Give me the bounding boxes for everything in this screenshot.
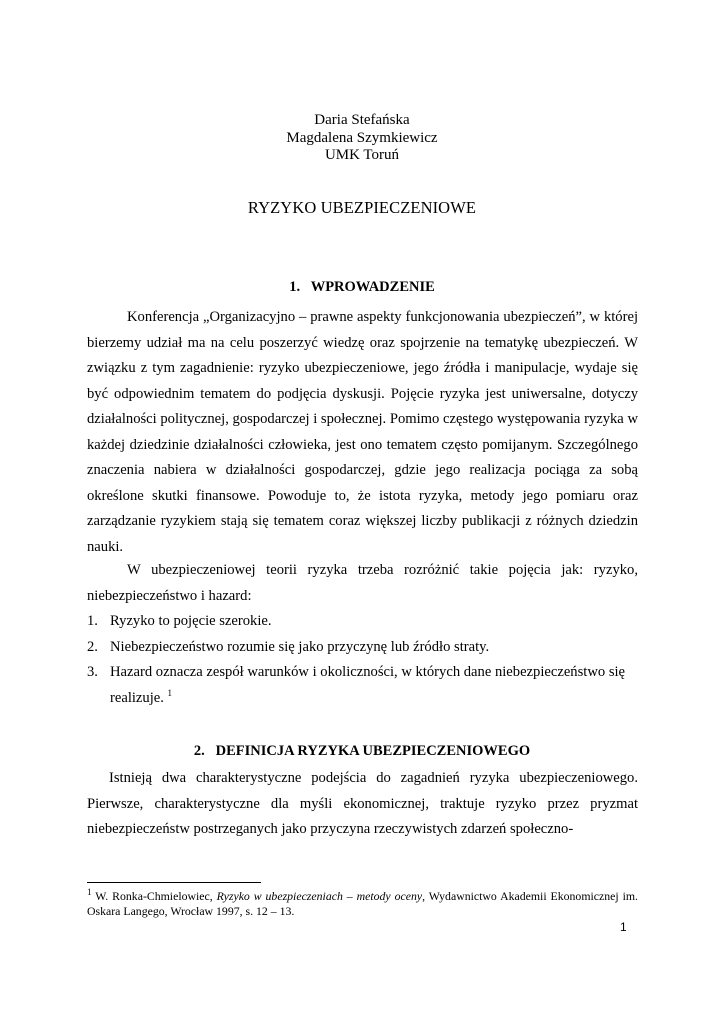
footnote-text: , Wydawnictwo Akademii Ekonomicznej im. Oskara Langego, Wrocław 1997, s. 12 – 13. xyxy=(87,889,638,918)
paragraph xyxy=(87,766,638,843)
footnote xyxy=(87,889,638,919)
author-name: Magdalena Szymkiewicz xyxy=(286,129,438,146)
author-name: Daria Stefańska xyxy=(314,112,410,128)
list-text: Ryzyko to pojęcie szerokie. xyxy=(110,613,272,629)
list-number: 1. xyxy=(87,613,98,629)
paragraph-text: Istnieją dwa charakterystyczne podejścia do zagadnień ryzyka ubezpieczeniowego. Pierwsze, charakterystyczne dla myśli ekonomicznej, traktuje ryzyko przez pryzmat niebezpieczeństw postrzeganych jako przyczyna rzeczywistych zdarzeń społeczno- xyxy=(87,770,638,837)
list-text: Hazard oznacza zespół warunków i okoliczności, w których dane niebezpieczeństwo się realizuje. xyxy=(110,664,626,706)
authors-block xyxy=(0,112,724,165)
footnote-divider xyxy=(87,882,261,883)
section-title: WPROWADZENIE xyxy=(310,279,435,295)
list-item xyxy=(87,660,638,711)
list-text: Niebezpieczeństwo rozumie się jako przyczynę lub źródło straty. xyxy=(110,638,490,655)
section-heading-1 xyxy=(0,279,724,296)
footnote-ref[interactable]: 1 xyxy=(167,687,173,698)
footnote-marker: 1 xyxy=(87,887,92,898)
numbered-list xyxy=(87,609,638,711)
footnote-title: Ryzyko w ubezpieczeniach – metody oceny xyxy=(216,889,423,903)
list-item xyxy=(87,635,638,661)
paragraph xyxy=(87,558,638,609)
list-number: 3. xyxy=(87,664,98,680)
footnote-text: W. Ronka-Chmielowiec, xyxy=(95,889,217,903)
section-heading-2 xyxy=(0,743,724,760)
list-item xyxy=(87,609,638,635)
page-number: 1 xyxy=(620,920,627,934)
paragraph-text: W ubezpieczeniowej teorii ryzyka trzeba rozróżnić takie pojęcia jak: ryzyko, niebezpieczeństwo i hazard: xyxy=(87,562,638,604)
list-number: 2. xyxy=(87,638,98,655)
paper-title: RYZYKO UBEZPIECZENIOWE xyxy=(247,198,477,217)
paragraph xyxy=(87,305,638,560)
affiliation: UMK Toruń xyxy=(324,147,400,163)
section-number: 2. xyxy=(193,743,205,759)
section-number: 1. xyxy=(289,279,301,295)
section-title: DEFINICJA RYZYKA UBEZPIECZENIOWEGO xyxy=(215,743,531,759)
paragraph-text: Konferencja „Organizacyjno – prawne aspekty funkcjonowania ubezpieczeń”, w której bierzemy udział ma na celu poszerzyć wiedzę oraz spojrzenie na tematykę ubezpieczeń. W związku z tym zagadnienie: ryzyko ubezpieczeniowe, jego źródła i manipulacje, wydaje się być odpowiednim tematem do podjęcia dyskusji. Pojęcie ryzyka jest uniwersalne, dotyczy działalności politycznej, gospodarczej i społecznej. Pomimo częstego występowania ryzyka w każdej dziedzinie działalności człowieka, jest ono tematem często pomijanym. Szczególnego znaczenia nabiera w działalności gospodarczej, gdzie jego realizacja pociąga za sobą określone skutki finansowe. Powoduje to, że istota ryzyka, metody jego pomiaru oraz zarządzanie ryzykiem stają się tematem coraz większej liczby publikacji z różnych dziedzin nauki. xyxy=(87,309,638,555)
